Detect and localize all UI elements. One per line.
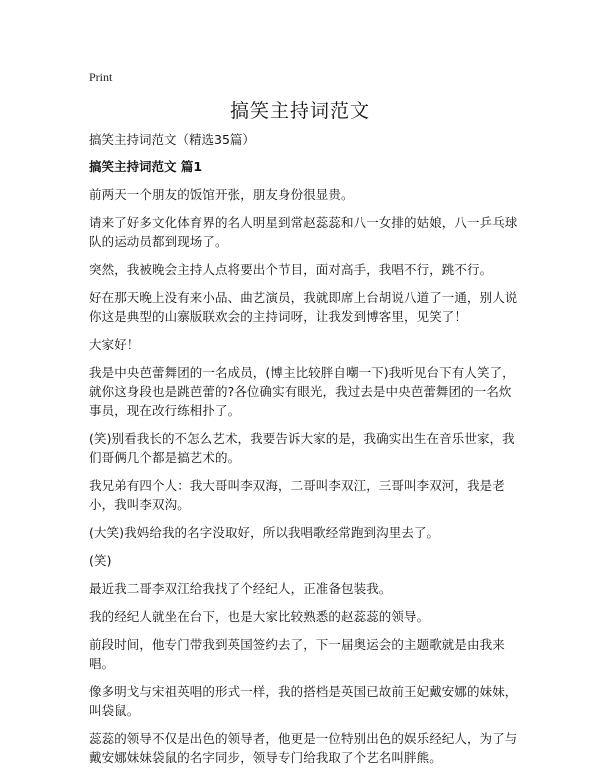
paragraph: 像多明戈与宋祖英唱的形式一样，我的搭档是英国已故前王妃戴安娜的妹妹，叫袋鼠。 xyxy=(89,684,518,718)
paragraph: 我的经纪人就坐在台下，也是大家比较熟悉的赵蕊蕊的领导。 xyxy=(89,609,430,624)
paragraph: 大家好！ xyxy=(89,337,140,352)
paragraph: 前段时间，他专门带我到英国签约去了，下一届奥运会的主题歌就是由我来唱。 xyxy=(89,637,505,671)
paragraph: 前两天一个朋友的饭馆开张，朋友身份很显贵。 xyxy=(89,187,354,202)
section-heading: 搞笑主持词范文 篇1 xyxy=(89,159,203,174)
paragraph: 突然，我被晚会主持人点将要出个节目，面对高手，我唱不行，跳不行。 xyxy=(89,262,493,277)
paragraph: 好在那天晚上没有来小品、曲艺演员，我就即席上台胡说八道了一通，别人说你这是典型的山寨版联欢会的主持词呀，让我发到博客里，见笑了！ xyxy=(89,290,518,324)
paragraph: 我兄弟有四个人：我大哥叫李双海，二哥叫李双江，三哥叫李双河，我是老小，我叫李双沟。 xyxy=(89,478,505,512)
paragraph: 我是中央芭蕾舞团的一名成员，(博主比较胖自嘲一下)我听见台下有人笑了，就你这身段也是跳芭蕾的?各位确实有眼光，我过去是中央芭蕾舞团的一名炊事员，现在改行练相扑了。 xyxy=(89,365,515,418)
print-label: Print xyxy=(89,70,113,84)
paragraph: (笑)别看我长的不怎么艺术，我要告诉大家的是，我确实出生在音乐世家，我们哥俩几个都是搞艺术的。 xyxy=(89,431,515,465)
paragraph: 最近我二哥李双江给我找了个经纪人，正准备包装我。 xyxy=(89,581,392,596)
paragraph: 蕊蕊的领导不仅是出色的领导者，他更是一位特别出色的娱乐经纪人，为了与戴安娜妹妹袋鼠的名字同步，领导专门给我取了个艺名叫胖熊。 xyxy=(89,731,518,765)
document-subtitle: 搞笑主持词范文（精选35篇） xyxy=(89,132,255,147)
paragraph: (笑) xyxy=(89,553,112,568)
document-body xyxy=(89,130,519,776)
page-title: 搞笑主持词范文 xyxy=(229,100,370,122)
paragraph: 请来了好多文化体育界的名人明星到常赵蕊蕊和八一女排的姑娘，八一乒乓球队的运动员都到现场了。 xyxy=(89,215,518,249)
paragraph: (大笑)我妈给我的名字没取好，所以我唱歌经常跑到沟里去了。 xyxy=(89,525,440,540)
